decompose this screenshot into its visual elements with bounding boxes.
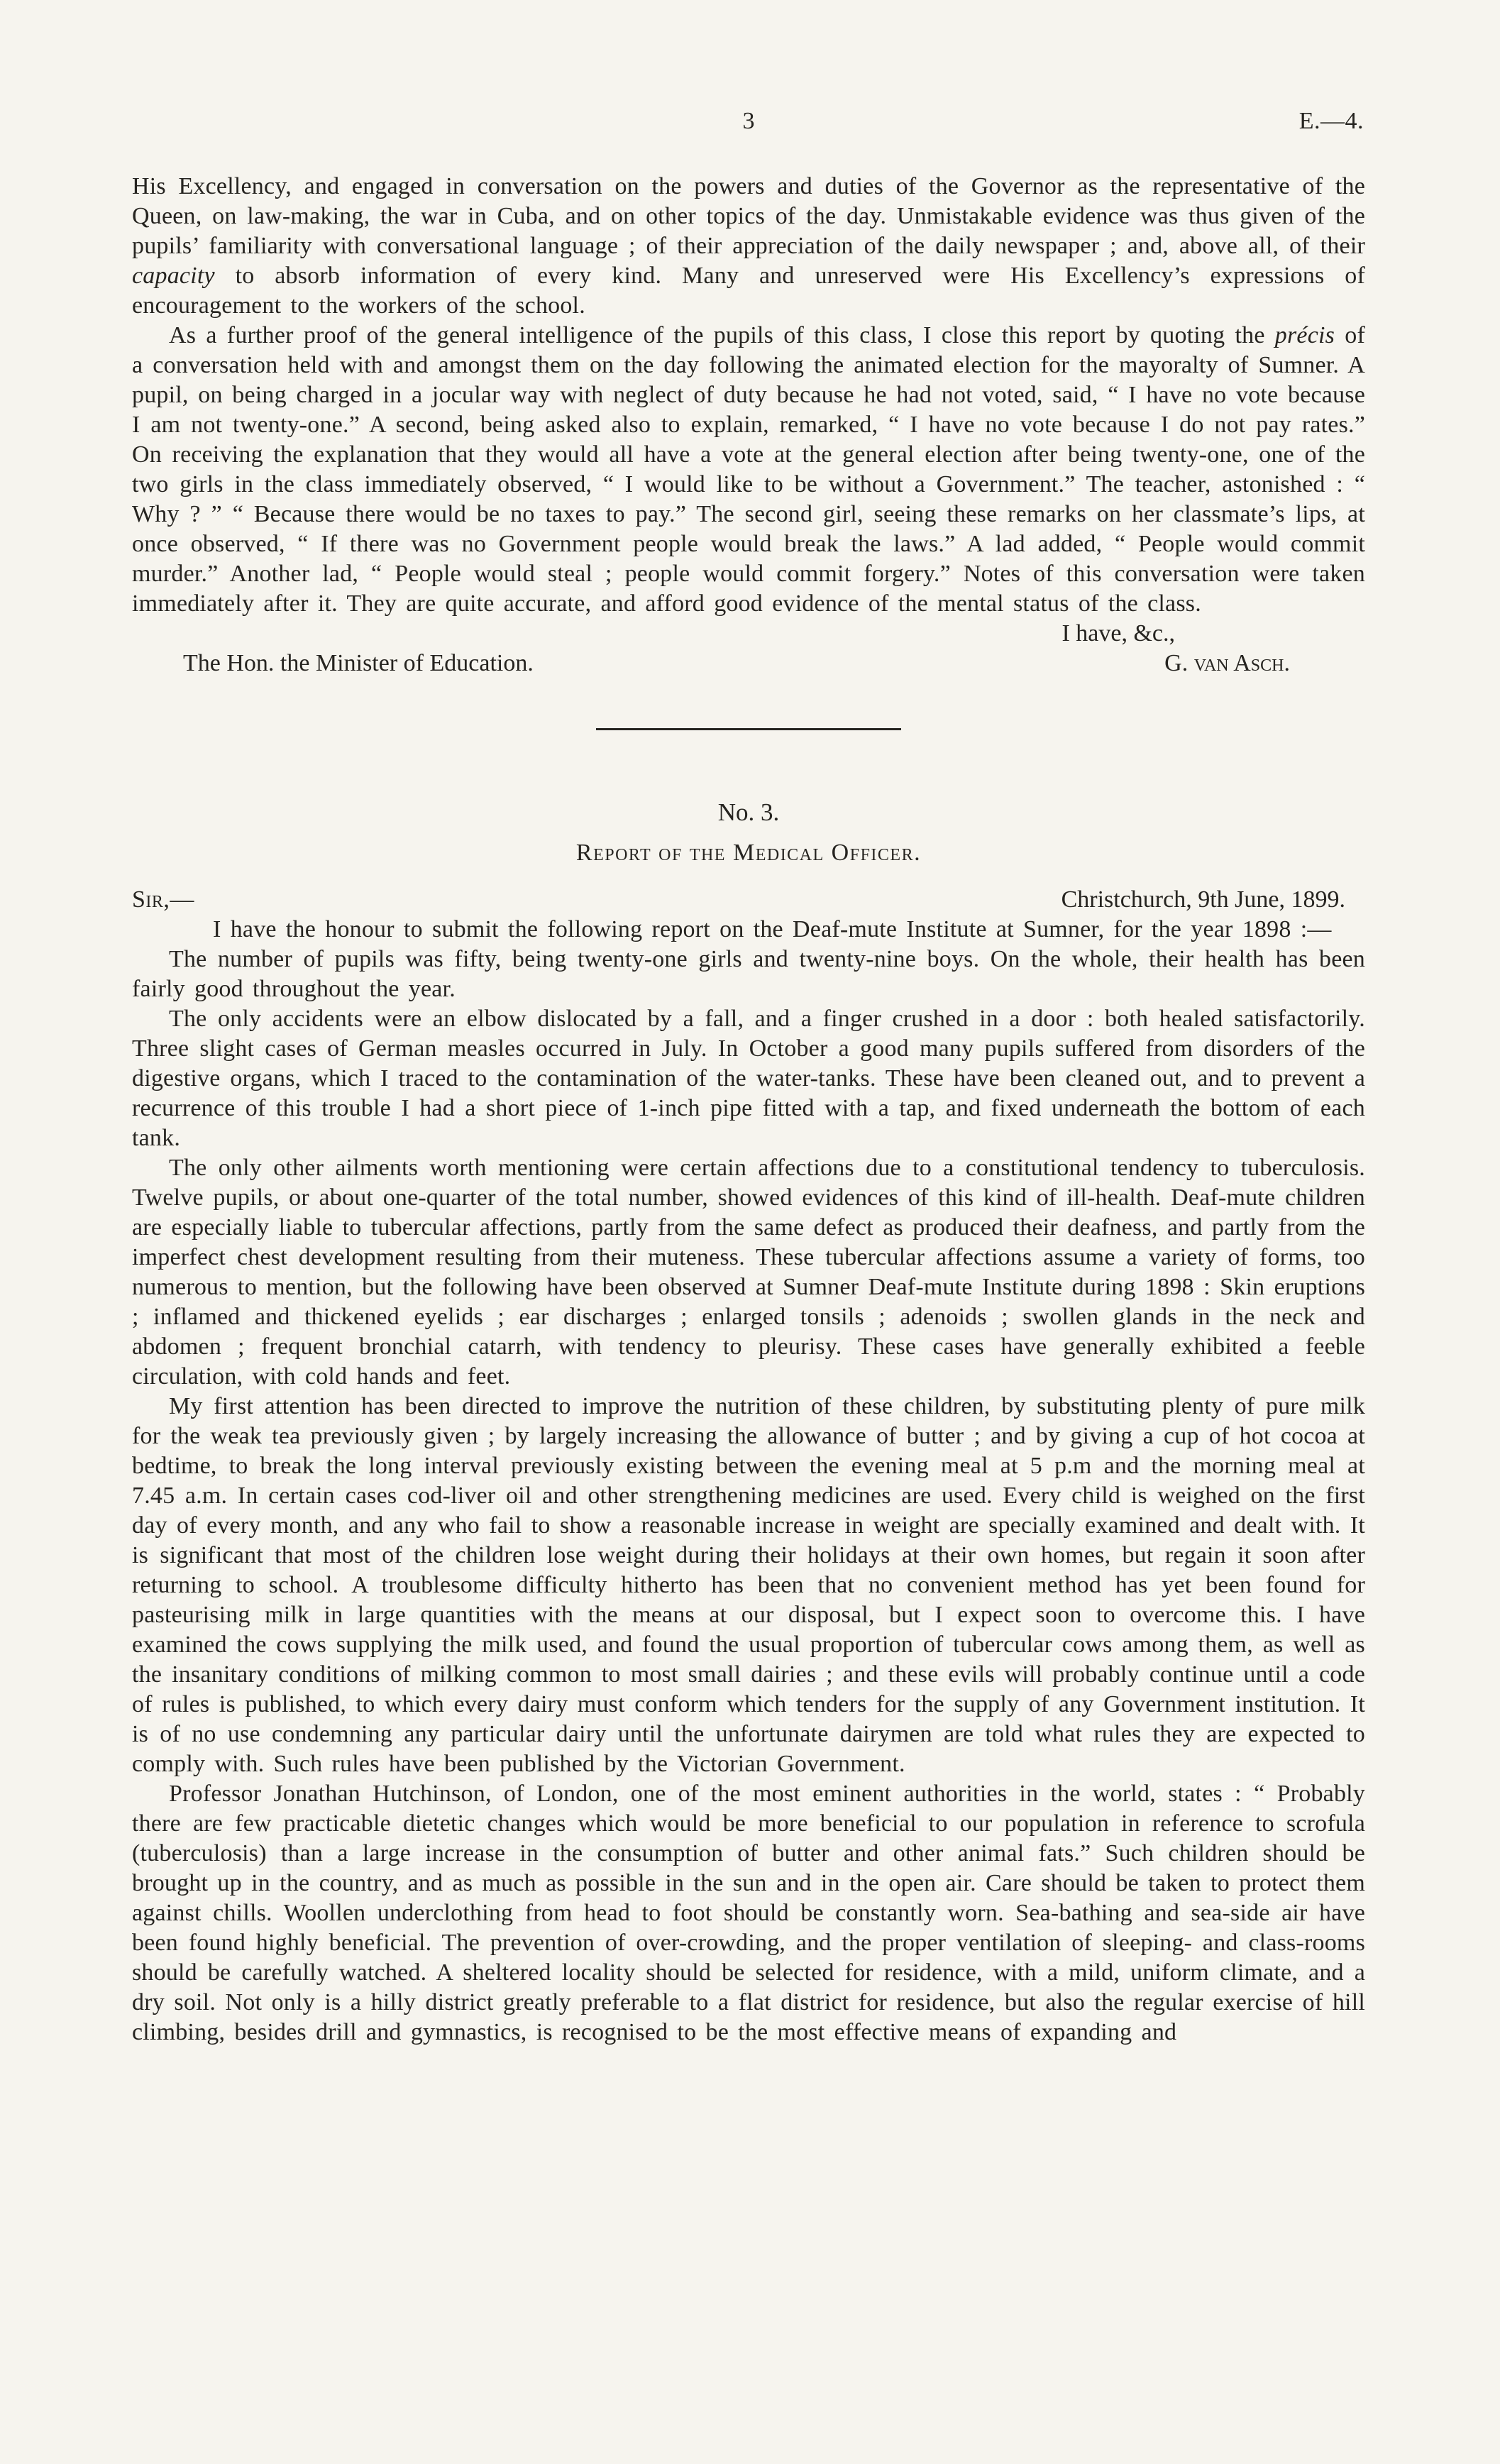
addressee: The Hon. the Minister of Education. — [183, 650, 534, 676]
report-paragraph-accidents: The only accidents were an elbow dislocated by a fall, and a finger crushed in a door : both healed satisfactorily. Three slight cases of German measles occurred in July. In October a good many pupils suffered from disorders of the digestive organs, which I traced to the contamination of the water-tanks. These have been cleaned out, and to prevent a recurrence of this trouble I had a short piece of 1-inch pipe fitted with a tap, and fixed underneath the bottom of each tank. — [132, 1006, 1365, 1151]
valediction: I have, &c., — [1061, 620, 1175, 647]
report-paragraph-nutrition: My first attention has been directed to improve the nutrition of these children, by substituting plenty of pure milk for the weak tea previously given ; by largely increasing the allowance of butter ; and by giving a cup of hot cocoa at bedtime, to break the long interval previously existing between the evening meal at 5 p.m and the morning meal at 7.45 a.m. In certain cases cod-liver oil and other strengthening medicines are used. Every child is weighed on the first day of every month, and any who fail to show a reasonable increase in weight are specially examined and dealt with. It is significant that most of the children lose weight during their holidays at their own homes, but regain it soon after returning to school. A troublesome difficulty hitherto has been that no convenient method has yet been found for pasteurising milk in large quantities with the means at our disposal, but I expect soon to overcome this. I have examined the cows supplying the milk used, and found the usual proportion of tubercular cows among them, as well as the insanitary conditions of milking common to most small dairies ; and these evils will probably continue until a code of rules is published, to which every dairy must conform which tenders for the supply of any Government institution. It is of no use condemning any particular dairy until the unfortunate dairymen are told what rules they are expected to comply with. Such rules have been published by the Victorian Government. — [132, 1393, 1365, 1777]
page-number: 3 — [742, 108, 755, 134]
report-paragraph-opening: I have the honour to submit the following report on the Deaf-mute Institute at Sumner, for the year 1898 :— — [213, 916, 1332, 942]
report-number-heading: No. 3. — [717, 798, 780, 826]
letter-paragraph-continuation: His Excellency, and engaged in conversation on the powers and duties of the Governor as the representative of the Queen, on law-making, the war in Cuba, and on other topics of the day. Unmistakable evidence was thus given of the pupils’ familiarity with conversational language ; of their appreciation of the daily newspaper ; and, above all, of their capacity to absorb information of every kind. Many and unreserved were His Excellency’s expressions of encouragement to the workers of the school. — [132, 173, 1365, 319]
report-paragraph-ailments: The only other ailments worth mentioning were certain affections due to a constitutional tendency to tuberculosis. Twelve pupils, or about one-quarter of the total number, showed evidences of this kind of ill-health. Deaf-mute children are especially liable to tubercular affections, partly from the same defect as produced their deafness, and partly from the imperfect chest development resulting from their muteness. These tubercular affections assume a variety of forms, too numerous to mention, but the following have been observed at Sumner Deaf-mute Institute during 1898 : Skin eruptions ; inflamed and thickened eyelids ; ear discharges ; enlarged tonsils ; adenoids ; swollen glands in the neck and abdomen ; frequent bronchial catarrh, with tendency to pleurisy. These cases have generally exhibited a feeble circulation, with cold hands and feet. — [132, 1155, 1365, 1390]
salutation-row — [132, 885, 1365, 915]
report-paragraph-hutchinson: Professor Jonathan Hutchinson, of London, one of the most eminent authorities in the world, states : “ Probably there are few practicable dietetic changes which would be more beneficial to our population in reference to scrofula (tuberculosis) than a large increase in the consumption of butter and other animal fats.” Such children should be brought up in the country, and as much as possible in the sun and in the open air. Care should be taken to protect them against chills. Woollen underclothing from head to foot should be constantly worn. Sea-bathing and sea-side air have been found highly beneficial. The prevention of over-crowding, and the proper ventilation of sleeping- and class-rooms should be carefully watched. A sheltered locality should be selected for residence, with a mild, uniform climate, and a dry soil. Not only is a hilly district greatly preferable to a flat district for residence, but also the regular exercise of hill climbing, besides drill and gymnastics, is recognised to be the most effective means of expanding and — [132, 1781, 1365, 2045]
signature: G. van Asch. — [1164, 650, 1290, 676]
section-divider — [596, 728, 901, 730]
dateline: Christchurch, 9th June, 1899. — [1061, 886, 1345, 913]
salutation: Sir,— — [132, 886, 194, 913]
report-title: Report of the Medical Officer. — [575, 840, 922, 866]
letter-paragraph-conversation: As a further proof of the general intelligence of the pupils of this class, I close this report by quoting the précis of a conversation held with and amongst them on the day following the animated election for the mayoralty of Sumner. A pupil, on being charged in a jocular way with neglect of duty because he had not voted, said, “ I have no vote because I am not twenty-one.” A second, being asked also to explain, remarked, “ I have no vote because I do not pay rates.” On receiving the explanation that they would all have a vote at the general election after being twenty-one, one of the two girls in the class immediately observed, “ I would like to be without a Government.” The teacher, astonished : “ Why ? ” “ Because there would be no taxes to pay.” The second girl, seeing these remarks on her classmate’s lips, at once observed, “ If there was no Government people would break the laws.” A lad added, “ People would commit murder.” Another lad, “ People would steal ; people would commit forgery.” Notes of this conversation were taken immediately after it. They are quite accurate, and afford good evidence of the mental status of the class. — [132, 322, 1365, 617]
signature-row — [132, 649, 1365, 678]
page-header — [132, 106, 1365, 136]
document-reference: E.—4. — [1298, 108, 1364, 134]
report-paragraph-pupils: The number of pupils was fifty, being twenty-one girls and twenty-nine boys. On the whole, their health has been fairly good throughout the year. — [132, 946, 1365, 1002]
